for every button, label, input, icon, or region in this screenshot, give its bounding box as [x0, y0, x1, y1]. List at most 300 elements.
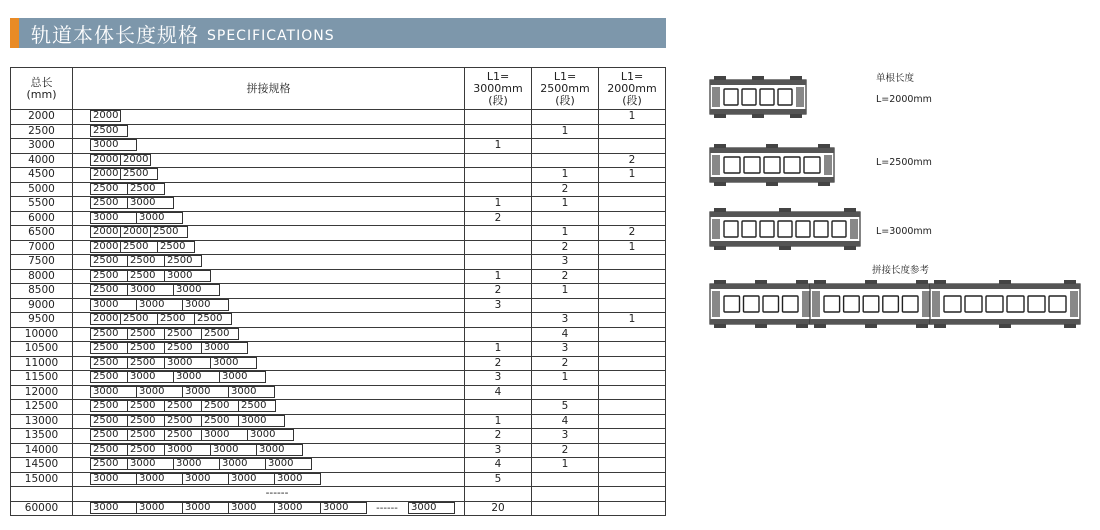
header-2500-text: L1= 2500mm (段) — [540, 69, 590, 107]
segment-box: 3000 — [182, 386, 229, 398]
segment-box: 2500 — [127, 255, 165, 267]
splice-seg-3-window — [965, 296, 982, 312]
header-spec — [73, 68, 465, 110]
table-row — [11, 472, 666, 487]
count-2000-cell — [599, 269, 666, 284]
rail-2500-window — [764, 157, 780, 173]
rail-2500-end-left — [712, 155, 720, 175]
rail-2500-bottom-edge — [710, 177, 834, 182]
count-2500-cell — [532, 501, 599, 516]
segment-box: 3000 — [228, 386, 275, 398]
table-row — [11, 458, 666, 473]
rail-3000-end-left — [712, 219, 720, 239]
count-2500-cell: 1 — [532, 197, 599, 212]
rail-2500-foot-top — [714, 144, 726, 148]
splice-seg-3-end-left — [932, 291, 940, 317]
segment-box: 3000 — [164, 444, 211, 456]
rail-2000-end-left — [712, 87, 720, 107]
table-row — [11, 182, 666, 197]
total-length-cell: 9500 — [11, 313, 73, 328]
rail-3000-foot-bottom — [844, 246, 856, 250]
segment-box: 3000 — [274, 502, 321, 514]
segment-box: 3000 — [219, 458, 266, 470]
splice-seg-3-bottom-edge — [930, 319, 1080, 324]
segment-box: 3000 — [127, 458, 174, 470]
segment-box: 2500 — [90, 357, 128, 369]
count-2500-cell — [532, 298, 599, 313]
segment-box: 2000 — [90, 313, 121, 325]
table-row — [11, 298, 666, 313]
header-3000-text: L1= 3000mm (段) — [473, 69, 523, 107]
segment-box: 2500 — [90, 284, 128, 296]
rail-3000-foot-bottom — [779, 246, 791, 250]
splice-seg-2-foot-bottom — [916, 324, 928, 328]
segment-box: 3000 — [136, 212, 183, 224]
count-2500-cell: 1 — [532, 226, 599, 241]
segment-box: 3000 — [173, 371, 220, 383]
count-2000-cell — [599, 124, 666, 139]
splice-spec-cell — [73, 124, 465, 139]
count-3000-cell — [465, 487, 532, 502]
count-2000-cell — [599, 458, 666, 473]
segment-box: 2500 — [127, 270, 165, 282]
count-3000-cell: 1 — [465, 269, 532, 284]
segment-box: 2500 — [120, 313, 158, 325]
splice-seg-2-foot-bottom — [814, 324, 826, 328]
segment-box: 2500 — [164, 429, 202, 441]
count-3000-cell: 1 — [465, 197, 532, 212]
splice-spec-cell — [73, 385, 465, 400]
splice-seg-1-window — [724, 296, 740, 312]
table-row — [11, 400, 666, 415]
count-3000-cell: 3 — [465, 371, 532, 386]
count-3000-cell — [465, 400, 532, 415]
count-2500-cell: 1 — [532, 168, 599, 183]
segment-box: 3000 — [173, 284, 220, 296]
count-2000-cell — [599, 182, 666, 197]
count-2500-cell: 5 — [532, 400, 599, 415]
segment-box: 2500 — [90, 400, 128, 412]
splice-seg-2-window — [902, 296, 918, 312]
splice-seg-1-foot-bottom — [714, 324, 726, 328]
table-row — [11, 414, 666, 429]
total-length-cell: 11500 — [11, 371, 73, 386]
splice-spec-cell — [73, 182, 465, 197]
table-row — [11, 443, 666, 458]
rail-diagram — [704, 62, 1094, 342]
segment-box: 3000 — [228, 502, 275, 514]
splice-spec-cell — [73, 110, 465, 125]
splice-seg-3-foot-bottom — [1064, 324, 1076, 328]
count-2000-cell: 2 — [599, 153, 666, 168]
splice-seg-1-foot-bottom — [755, 324, 767, 328]
splice-seg-1-window — [744, 296, 760, 312]
table-body — [11, 110, 666, 516]
total-length-cell: 9000 — [11, 298, 73, 313]
rail-3000-end-right — [850, 219, 858, 239]
count-3000-cell — [465, 124, 532, 139]
splice-seg-2-foot-bottom — [865, 324, 877, 328]
splice-seg-3-window — [944, 296, 961, 312]
count-2000-cell — [599, 197, 666, 212]
count-3000-cell: 4 — [465, 385, 532, 400]
segment-box: 2000 — [90, 168, 121, 180]
count-2000-cell: 1 — [599, 110, 666, 125]
segment-box: 3000 — [136, 299, 183, 311]
rail-3000-window — [742, 221, 756, 237]
splice-spec-cell — [73, 168, 465, 183]
splice-spec-cell — [73, 153, 465, 168]
splice-seg-3-window — [1049, 296, 1066, 312]
count-3000-cell: 5 — [465, 472, 532, 487]
splice-seg-1-end-left — [712, 291, 720, 317]
total-length-cell: 6000 — [11, 211, 73, 226]
dash-separator: ------ — [376, 502, 398, 514]
segment-box: 2500 — [157, 241, 195, 253]
rail-2000-foot-bottom — [714, 114, 726, 118]
header-2000 — [599, 68, 666, 110]
splice-seg-1-foot-top — [755, 280, 767, 284]
segment-box: 3000 — [201, 429, 248, 441]
rail-3000-foot-bottom — [714, 246, 726, 250]
segment-box: 2500 — [164, 255, 202, 267]
total-length-cell: 8000 — [11, 269, 73, 284]
segment-box: 2500 — [127, 400, 165, 412]
count-2000-cell — [599, 472, 666, 487]
table-row — [11, 284, 666, 299]
rail-3000-bottom-edge — [710, 241, 860, 246]
segment-box: 3000 — [408, 502, 455, 514]
splice-seg-3-window — [1028, 296, 1045, 312]
count-2500-cell — [532, 211, 599, 226]
table-row — [11, 371, 666, 386]
splice-seg-3-window — [1007, 296, 1024, 312]
splice-seg-1-foot-bottom — [796, 324, 808, 328]
segment-box: 3000 — [90, 139, 137, 151]
rail-2000-window — [724, 89, 738, 105]
count-2500-cell: 1 — [532, 371, 599, 386]
count-3000-cell: 1 — [465, 414, 532, 429]
count-2000-cell — [599, 400, 666, 415]
spec-table — [10, 67, 666, 516]
splice-spec-cell — [73, 400, 465, 415]
total-length-cell: 5500 — [11, 197, 73, 212]
segment-box: 3000 — [182, 502, 229, 514]
splice-seg-3-foot-top — [1064, 280, 1076, 284]
total-length-cell: 13000 — [11, 414, 73, 429]
segment-box: 2500 — [90, 197, 128, 209]
segment-box: 2500 — [201, 328, 239, 340]
count-3000-cell: 20 — [465, 501, 532, 516]
rail-2500-window — [804, 157, 820, 173]
count-2000-cell — [599, 211, 666, 226]
count-3000-cell: 1 — [465, 139, 532, 154]
segment-box: 2500 — [90, 342, 128, 354]
rail-2000-window — [760, 89, 774, 105]
splice-seg-3-foot-top — [934, 280, 946, 284]
count-3000-cell: 2 — [465, 284, 532, 299]
segment-box: 3000 — [164, 357, 211, 369]
splice-seg-2-window — [883, 296, 899, 312]
segment-box: 2500 — [164, 415, 202, 427]
segment-box: 2500 — [90, 429, 128, 441]
count-3000-cell — [465, 327, 532, 342]
segment-box: 3000 — [173, 458, 220, 470]
table-row — [11, 269, 666, 284]
segment-box: 3000 — [90, 502, 137, 514]
label-l2000: L=2000mm — [876, 94, 932, 105]
total-length-cell: 7000 — [11, 240, 73, 255]
total-length-cell: 6500 — [11, 226, 73, 241]
table-row — [11, 211, 666, 226]
splice-seg-1-foot-top — [714, 280, 726, 284]
splice-seg-3-end-right — [1070, 291, 1078, 317]
count-2500-cell: 3 — [532, 313, 599, 328]
splice-spec-cell — [73, 284, 465, 299]
rail-2500-foot-top — [766, 144, 778, 148]
total-length-cell: 5000 — [11, 182, 73, 197]
splice-seg-2-foot-top — [916, 280, 928, 284]
count-2500-cell: 2 — [532, 356, 599, 371]
count-3000-cell — [465, 153, 532, 168]
total-length-cell: 11000 — [11, 356, 73, 371]
rail-3000-window — [724, 221, 738, 237]
segment-box: 3000 — [238, 415, 285, 427]
count-3000-cell — [465, 255, 532, 270]
segment-box: 2500 — [90, 125, 128, 137]
segment-box: 2500 — [90, 444, 128, 456]
segment-box: 3000 — [210, 357, 257, 369]
count-2000-cell — [599, 255, 666, 270]
splice-seg-3-top-edge — [930, 284, 1080, 289]
count-2000-cell: 2 — [599, 226, 666, 241]
segment-box: 2500 — [127, 183, 165, 195]
label-l2500: L=2500mm — [876, 157, 932, 168]
ellipsis-cell: ------ — [73, 487, 465, 502]
segment-box: 3000 — [256, 444, 303, 456]
count-2000-cell: 1 — [599, 313, 666, 328]
rail-2000-end-right — [796, 87, 804, 107]
rail-3000-window — [814, 221, 828, 237]
segment-box: 3000 — [201, 342, 248, 354]
header-2000-text: L1= 2000mm (段) — [607, 69, 657, 107]
splice-seg-3-foot-bottom — [934, 324, 946, 328]
count-2500-cell: 3 — [532, 342, 599, 357]
count-2500-cell — [532, 110, 599, 125]
splice-seg-2-bottom-edge — [810, 319, 932, 324]
rail-3000-foot-top — [714, 208, 726, 212]
table-row — [11, 313, 666, 328]
header-spec-text: 拼接规格 — [246, 81, 291, 95]
splice-spec-cell — [73, 443, 465, 458]
splice-seg-2-foot-top — [865, 280, 877, 284]
splice-seg-1-bottom-edge — [710, 319, 812, 324]
table-row — [11, 385, 666, 400]
count-2500-cell: 1 — [532, 458, 599, 473]
segment-box: 3000 — [247, 429, 294, 441]
splice-spec-cell — [73, 313, 465, 328]
rail-2500-foot-bottom — [766, 182, 778, 186]
segment-box: 3000 — [127, 197, 174, 209]
total-length-cell: 15000 — [11, 472, 73, 487]
splice-spec-cell — [73, 501, 465, 516]
splice-seg-1-foot-top — [796, 280, 808, 284]
rail-2000-foot-bottom — [790, 114, 802, 118]
splice-seg-2-window — [863, 296, 879, 312]
segment-box: 2500 — [90, 255, 128, 267]
table-row — [11, 342, 666, 357]
count-2000-cell — [599, 487, 666, 502]
header-total-text: 总长 (mm) — [26, 75, 57, 101]
splice-spec-cell — [73, 255, 465, 270]
count-2500-cell: 4 — [532, 414, 599, 429]
count-3000-cell: 2 — [465, 356, 532, 371]
splice-spec-cell — [73, 356, 465, 371]
rail-3000-window — [778, 221, 792, 237]
rail-3000-window — [760, 221, 774, 237]
segment-box: 2500 — [127, 342, 165, 354]
segment-box: 2500 — [238, 400, 276, 412]
splice-seg-1-window — [783, 296, 799, 312]
segment-box: 2500 — [127, 328, 165, 340]
count-3000-cell: 2 — [465, 429, 532, 444]
segment-box: 2000 — [90, 110, 121, 122]
splice-spec-cell — [73, 298, 465, 313]
splice-spec-cell — [73, 472, 465, 487]
splice-spec-cell — [73, 197, 465, 212]
segment-box: 3000 — [90, 386, 137, 398]
splice-seg-2-top-edge — [810, 284, 932, 289]
count-3000-cell: 2 — [465, 211, 532, 226]
segment-box: 3000 — [136, 386, 183, 398]
count-3000-cell: 3 — [465, 298, 532, 313]
table-row — [11, 124, 666, 139]
splice-seg-2-foot-top — [814, 280, 826, 284]
count-2500-cell: 1 — [532, 284, 599, 299]
count-2000-cell — [599, 443, 666, 458]
count-2500-cell — [532, 139, 599, 154]
count-2000-cell — [599, 414, 666, 429]
segment-box: 2500 — [150, 226, 188, 238]
segment-box: 3000 — [182, 299, 229, 311]
total-length-cell: 3000 — [11, 139, 73, 154]
splice-spec-cell — [73, 327, 465, 342]
rail-3000-top-edge — [710, 212, 860, 217]
segment-box: 2500 — [164, 328, 202, 340]
splice-seg-2-end-right — [922, 291, 930, 317]
section-subtitle: SPECIFICATIONS — [207, 28, 335, 44]
segment-box: 3000 — [210, 444, 257, 456]
total-length-cell: 7500 — [11, 255, 73, 270]
splice-seg-2-window — [844, 296, 860, 312]
segment-box: 2500 — [164, 400, 202, 412]
segment-box: 2500 — [201, 415, 239, 427]
segment-box: 2500 — [90, 458, 128, 470]
table-row — [11, 153, 666, 168]
count-2000-cell — [599, 371, 666, 386]
rail-2500-window — [784, 157, 800, 173]
segment-box: 3000 — [127, 371, 174, 383]
count-2500-cell: 2 — [532, 240, 599, 255]
segment-box: 3000 — [228, 473, 275, 485]
count-2000-cell — [599, 356, 666, 371]
rail-2000-foot-top — [714, 76, 726, 80]
rail-2500-foot-bottom — [818, 182, 830, 186]
count-3000-cell — [465, 110, 532, 125]
rail-2000-foot-top — [790, 76, 802, 80]
segment-box: 2500 — [127, 429, 165, 441]
rail-2500-foot-top — [818, 144, 830, 148]
splice-spec-cell — [73, 458, 465, 473]
total-length-cell: 14500 — [11, 458, 73, 473]
segment-box: 2500 — [127, 415, 165, 427]
section-header — [10, 18, 666, 48]
segment-box: 2500 — [164, 342, 202, 354]
total-length-cell: 4000 — [11, 153, 73, 168]
count-2500-cell: 2 — [532, 182, 599, 197]
segment-box: 2500 — [90, 371, 128, 383]
count-2000-cell: 1 — [599, 168, 666, 183]
splice-label: 拼接长度参考 — [872, 265, 930, 276]
splice-seg-3-window — [986, 296, 1003, 312]
table-row — [11, 356, 666, 371]
header-total — [11, 68, 73, 110]
splice-spec-cell — [73, 269, 465, 284]
total-length-cell: 10500 — [11, 342, 73, 357]
segment-box: 3000 — [274, 473, 321, 485]
total-length-cell: 8500 — [11, 284, 73, 299]
table-row — [11, 240, 666, 255]
segment-box: 3000 — [182, 473, 229, 485]
rail-2500-foot-bottom — [714, 182, 726, 186]
segment-box: 3000 — [164, 270, 211, 282]
section-title: 轨道本体长度规格 — [31, 22, 199, 47]
segment-box: 3000 — [320, 502, 367, 514]
splice-seg-1-window — [763, 296, 779, 312]
segment-box: 2500 — [157, 313, 195, 325]
splice-seg-2-window — [824, 296, 840, 312]
rail-3000-window — [832, 221, 846, 237]
total-length-cell: 12500 — [11, 400, 73, 415]
splice-spec-cell — [73, 240, 465, 255]
count-2500-cell — [532, 385, 599, 400]
total-length-cell: 2000 — [11, 110, 73, 125]
total-length-cell: 2500 — [11, 124, 73, 139]
count-2500-cell: 2 — [532, 269, 599, 284]
splice-spec-cell — [73, 414, 465, 429]
rail-2500-window — [724, 157, 740, 173]
count-2000-cell — [599, 429, 666, 444]
count-2500-cell: 1 — [532, 124, 599, 139]
segment-box: 2500 — [90, 415, 128, 427]
table-row — [11, 110, 666, 125]
rail-3000-foot-top — [779, 208, 791, 212]
splice-spec-cell — [73, 211, 465, 226]
count-3000-cell — [465, 182, 532, 197]
count-2000-cell — [599, 298, 666, 313]
segment-box: 3000 — [90, 212, 137, 224]
total-length-cell: 14000 — [11, 443, 73, 458]
rail-2000-foot-top — [752, 76, 764, 80]
splice-seg-3-foot-bottom — [999, 324, 1011, 328]
segment-box: 3000 — [136, 502, 183, 514]
total-length-cell: 10000 — [11, 327, 73, 342]
count-2500-cell — [532, 487, 599, 502]
rail-2500-top-edge — [710, 148, 834, 153]
rail-2000-foot-bottom — [752, 114, 764, 118]
count-2000-cell — [599, 284, 666, 299]
count-2000-cell: 1 — [599, 240, 666, 255]
